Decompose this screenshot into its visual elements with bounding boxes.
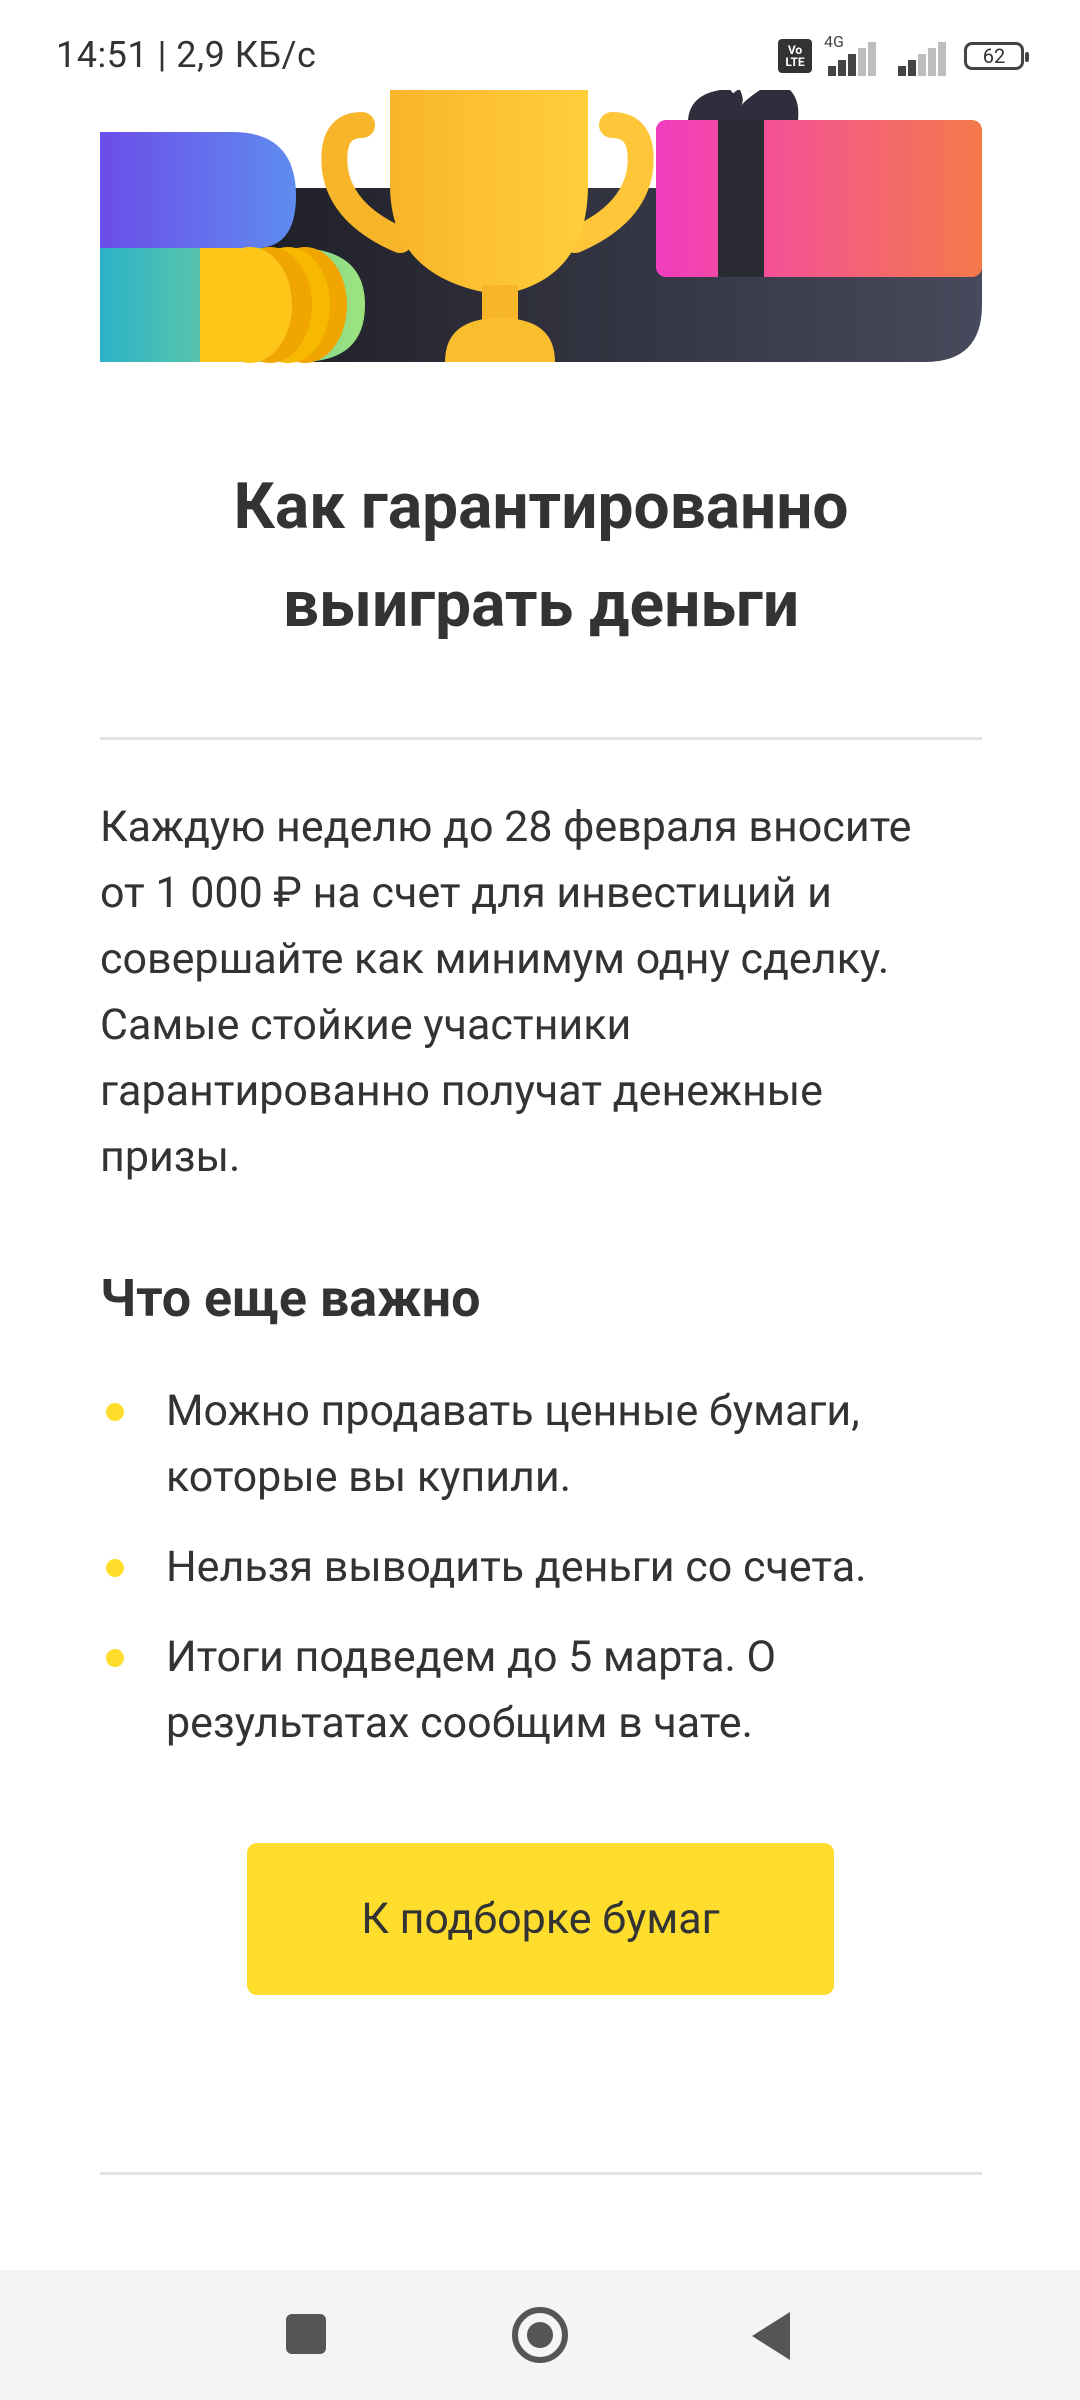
- title-line: выиграть деньги: [282, 567, 800, 642]
- bullet-icon: [106, 1559, 124, 1577]
- battery-level: 62: [982, 44, 1006, 68]
- list-item: [100, 1624, 1000, 1756]
- list-item-text: Нельзя выводить деньги со счета.: [166, 1542, 867, 1592]
- coins-icon: [200, 247, 347, 363]
- bullet-icon: [106, 1649, 124, 1667]
- description-line: Самые стойкие участники: [100, 1000, 632, 1050]
- status-time-speed: 14:51 | 2,9 КБ/с: [56, 34, 317, 76]
- list-item-text: Можно продавать ценные бумаги,: [166, 1386, 860, 1436]
- description-text: [100, 794, 990, 1190]
- divider: [100, 737, 982, 740]
- network-type: 4G: [824, 32, 844, 51]
- back-icon[interactable]: [752, 2312, 790, 2360]
- page-title: [100, 458, 982, 654]
- description-line: гарантированно получат денежные: [100, 1066, 823, 1116]
- section-title: Что еще важно: [100, 1268, 481, 1329]
- list-item: [100, 1378, 1000, 1510]
- divider: [100, 2172, 982, 2175]
- recent-apps-icon[interactable]: [286, 2314, 326, 2354]
- system-nav-bar: [0, 2270, 1080, 2400]
- description-line: призы.: [100, 1132, 241, 1182]
- bullet-icon: [106, 1403, 124, 1421]
- list-item: [100, 1534, 1000, 1600]
- status-icons: [778, 32, 1024, 76]
- list-item-text: результатах сообщим в чате.: [166, 1698, 753, 1748]
- description-line: совершайте как минимум одну сделку.: [100, 934, 890, 984]
- description-line: Каждую неделю до 28 февраля вносите: [100, 802, 912, 852]
- list-item-text: которые вы купили.: [166, 1452, 572, 1502]
- signal-icon: [824, 32, 882, 76]
- signal-icon: [894, 36, 952, 76]
- volte-bottom: LTE: [785, 55, 805, 69]
- gift-icon: [656, 90, 982, 277]
- securities-selection-button[interactable]: К подборке бумаг: [247, 1843, 834, 1995]
- home-icon[interactable]: [512, 2307, 568, 2363]
- title-line: Как гарантированно: [233, 469, 849, 544]
- battery-icon: [964, 42, 1024, 70]
- important-list: [100, 1378, 1000, 1780]
- list-item-text: Итоги подведем до 5 марта. О: [166, 1632, 777, 1682]
- promo-banner: [100, 90, 982, 365]
- volte-top: Vo: [787, 43, 803, 57]
- description-line: от 1 000 ₽ на счет для инвестиций и: [100, 868, 832, 918]
- volte-icon: [778, 39, 812, 73]
